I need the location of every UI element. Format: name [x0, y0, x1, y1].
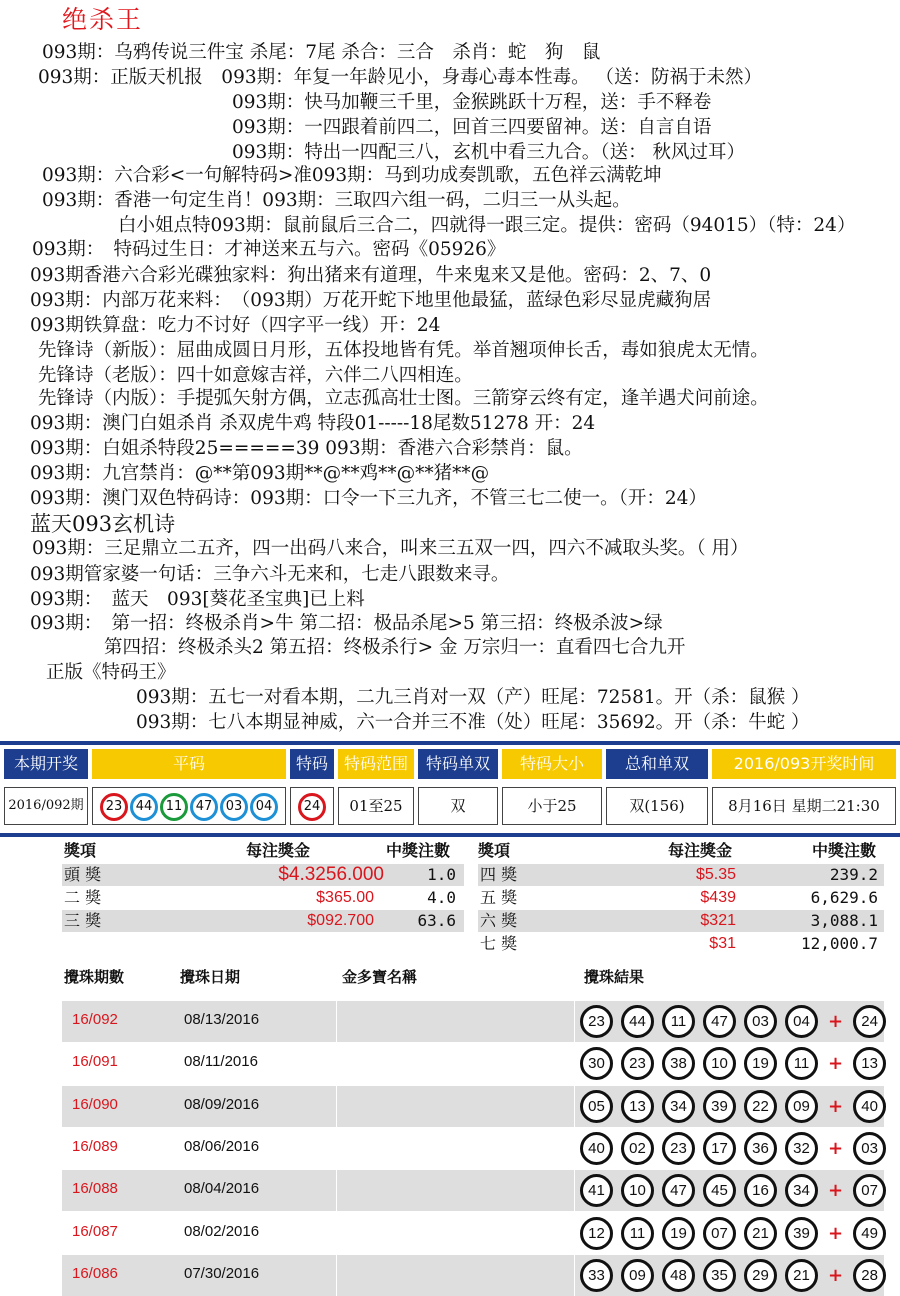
number-ball: 17 — [703, 1132, 736, 1165]
number-ball: 19 — [744, 1047, 777, 1080]
special-number-ball: 49 — [853, 1217, 886, 1250]
prize-amount: $4.3256.000 — [278, 864, 384, 885]
prize-name: 頭 獎 — [64, 865, 102, 884]
header-range: 特码范围 — [338, 749, 414, 779]
prize-amount: $321 — [700, 912, 736, 929]
column-divider — [336, 1170, 337, 1211]
prize-name: 六 獎 — [480, 911, 518, 930]
number-ball: 10 — [621, 1174, 654, 1207]
header-size: 特码大小 — [502, 749, 602, 779]
plus-sign: + — [828, 1180, 844, 1202]
number-ball: 40 — [580, 1132, 613, 1165]
prize-header-count: 中獎注數 — [812, 841, 877, 860]
column-divider — [336, 1255, 337, 1296]
prize-row — [64, 864, 464, 885]
number-ball: 02 — [621, 1132, 654, 1165]
history-balls — [580, 1259, 894, 1292]
header-current-draw: 本期开奖 — [4, 749, 88, 779]
number-ball: 38 — [662, 1047, 695, 1080]
history-header-period: 攪珠期數 — [64, 968, 125, 986]
number-ball: 23 — [621, 1047, 654, 1080]
number-ball: 12 — [580, 1217, 613, 1250]
history-header-date: 攪珠日期 — [180, 968, 241, 986]
number-ball: 45 — [703, 1174, 736, 1207]
column-divider — [336, 1001, 337, 1042]
text-line: 蓝天093玄机诗 — [30, 512, 176, 536]
history-date: 08/04/2016 — [184, 1180, 260, 1198]
sum-value: 双(156) — [606, 787, 708, 825]
regular-balls — [92, 787, 286, 825]
special-number-ball: 24 — [853, 1005, 886, 1038]
history-balls — [580, 1090, 894, 1123]
prize-row — [480, 933, 884, 954]
prize-row — [480, 910, 884, 931]
draw-result-table — [0, 741, 900, 837]
text-line: 第四招：终极杀头2 第五招：终极杀行> 金 万宗归一：直看四七合九开 — [104, 637, 686, 658]
text-line: 正版《特码王》 — [46, 662, 176, 683]
prize-name: 四 獎 — [480, 865, 518, 884]
text-line: 093期：三足鼎立二五齐，四一出码八来合，叫来三五双一四，四六不减取头奖。（ 用） — [32, 538, 749, 559]
text-line: 093期：香港一句定生肖！093期：三取四六组一码，二归三一从头起。 — [42, 190, 631, 211]
column-divider — [574, 1255, 575, 1296]
plus-sign: + — [828, 1222, 844, 1244]
column-divider — [574, 1086, 575, 1127]
prize-row — [64, 910, 464, 931]
prize-amount: $365.00 — [316, 889, 374, 906]
number-ball: 39 — [703, 1090, 736, 1123]
number-ball: 47 — [190, 793, 218, 821]
header-sum: 总和单双 — [606, 749, 708, 779]
text-line: 093期：一四跟着前四二，回首三四要留神。送：自言自语 — [232, 117, 712, 138]
history-period: 16/092 — [72, 1011, 118, 1028]
text-line: 093期铁算盘：吃力不讨好（四字平一线）开：24 — [30, 315, 441, 336]
number-ball: 44 — [621, 1005, 654, 1038]
number-ball: 19 — [662, 1217, 695, 1250]
history-row — [62, 1043, 884, 1084]
special-ball-cell — [290, 787, 334, 825]
column-divider — [574, 1213, 575, 1254]
prize-name: 三 獎 — [64, 911, 102, 930]
prize-count: 3,088.1 — [810, 911, 878, 930]
number-ball: 30 — [580, 1047, 613, 1080]
range-value: 01至25 — [338, 787, 414, 825]
history-header-result: 攪珠結果 — [584, 968, 645, 986]
text-line: 白小姐点特093期：鼠前鼠后三合二，四就得一跟三定。提供：密码（94015）（特：24） — [118, 215, 856, 236]
prize-count: 1.0 — [427, 865, 456, 884]
special-number-ball: 07 — [853, 1174, 886, 1207]
header-odd-even: 特码单双 — [418, 749, 498, 779]
number-ball: 05 — [580, 1090, 613, 1123]
history-period: 16/086 — [72, 1264, 118, 1282]
prize-header-name: 獎項 — [64, 841, 97, 860]
history-balls — [580, 1174, 894, 1207]
special-number-ball: 28 — [853, 1259, 886, 1292]
number-ball: 16 — [744, 1174, 777, 1207]
prize-header-name: 獎項 — [478, 841, 511, 860]
prize-count: 6,629.6 — [810, 888, 878, 907]
text-line: 093期：快马加鞭三千里，金猴跳跃十万程，送：手不释卷 — [232, 92, 712, 113]
header-special: 特码 — [290, 749, 334, 779]
page-title: 绝杀王 — [62, 5, 144, 34]
column-divider — [574, 1170, 575, 1211]
number-ball: 04 — [785, 1005, 818, 1038]
prize-amount: $5.35 — [695, 866, 736, 883]
prize-header-amount: 每注獎金 — [246, 841, 311, 860]
column-divider — [574, 1128, 575, 1169]
number-ball: 11 — [785, 1047, 818, 1080]
history-row — [62, 1255, 884, 1296]
text-line: 先锋诗（老版）：四十如意嫁吉祥，六伴二八四相连。 — [38, 365, 473, 386]
column-divider — [336, 1213, 337, 1254]
history-balls — [580, 1217, 894, 1250]
number-ball: 11 — [662, 1005, 695, 1038]
text-line: 先锋诗（新版）：屈曲成圆日月形，五体投地皆有凭。举首翘项伸长舌，毒如狼虎太无情。 — [38, 340, 769, 361]
text-line: 093期： 第一招：终极杀肖>牛 第二招：极品杀尾>5 第三招：终极杀波>绿 — [30, 613, 663, 634]
number-ball: 33 — [580, 1259, 613, 1292]
number-ball: 21 — [744, 1217, 777, 1250]
text-line: 093期：正版天机报 093期：年复一年龄见小，身毒心毒本性毒。 （送：防祸于未然） — [38, 67, 763, 88]
history-balls — [580, 1132, 894, 1165]
history-row — [62, 1128, 884, 1169]
special-number-ball: 40 — [853, 1090, 886, 1123]
text-line: 093期： 蓝天 093[葵花圣宝典]已上料 — [30, 589, 365, 610]
prize-row — [480, 864, 884, 885]
next-time-value: 8月16日 星期二21:30 — [712, 787, 896, 825]
prize-header-amount: 每注獎金 — [668, 841, 733, 860]
number-ball: 34 — [785, 1174, 818, 1207]
number-ball: 39 — [785, 1217, 818, 1250]
history-row — [62, 1170, 884, 1211]
prize-name: 五 獎 — [480, 888, 518, 907]
draw-period: 2016/092期 — [4, 787, 88, 825]
history-date: 08/06/2016 — [184, 1137, 260, 1155]
prize-count: 12,000.7 — [800, 934, 878, 953]
header-next-time: 2016/093开奖时间 — [712, 749, 896, 779]
number-ball: 23 — [580, 1005, 613, 1038]
column-divider — [336, 1128, 337, 1169]
number-ball: 13 — [621, 1090, 654, 1123]
header-regular: 平码 — [92, 749, 286, 779]
prize-amount: $31 — [709, 935, 736, 952]
number-ball: 21 — [785, 1259, 818, 1292]
number-ball: 22 — [744, 1090, 777, 1123]
number-ball: 41 — [580, 1174, 613, 1207]
history-row — [62, 1086, 884, 1127]
prize-count: 239.2 — [829, 865, 878, 884]
text-line: 093期香港六合彩光碟独家料：狗出猪来有道理，牛来鬼来又是他。密码：2、7、0 — [30, 265, 712, 286]
number-ball: 32 — [785, 1132, 818, 1165]
number-ball: 04 — [250, 793, 278, 821]
text-line: 先锋诗（内版）：手提弧矢射方偶，立志孤高壮士图。三箭穿云终有定，逢羊遇犬问前途。 — [38, 388, 769, 409]
number-ball: 23 — [662, 1132, 695, 1165]
text-line: 093期：九宫禁肖：@**第093期**@**鸡**@**猪**@ — [30, 463, 490, 484]
text-line: 093期管家婆一句话：三争六斗无来和，七走八跟数来寻。 — [30, 564, 510, 585]
plus-sign: + — [828, 1095, 844, 1117]
history-balls — [580, 1047, 894, 1080]
history-balls — [580, 1005, 894, 1038]
column-divider — [574, 1001, 575, 1042]
history-period: 16/089 — [72, 1137, 118, 1155]
text-line: 093期：七八本期显神威，六一合并三不准（处）旺尾：35692。开（杀：牛蛇 ） — [136, 712, 810, 733]
special-number-ball: 24 — [298, 793, 326, 821]
history-period: 16/090 — [72, 1095, 118, 1113]
number-ball: 03 — [744, 1005, 777, 1038]
number-ball: 35 — [703, 1259, 736, 1292]
number-ball: 03 — [220, 793, 248, 821]
number-ball: 29 — [744, 1259, 777, 1292]
prize-name: 二 獎 — [64, 888, 102, 907]
history-date: 08/11/2016 — [184, 1053, 258, 1071]
number-ball: 48 — [662, 1259, 695, 1292]
history-date: 07/30/2016 — [184, 1264, 260, 1282]
prize-count: 4.0 — [427, 888, 456, 907]
size-value: 小于25 — [502, 787, 602, 825]
prize-name: 七 獎 — [480, 934, 518, 953]
prize-amount: $092.700 — [307, 912, 374, 929]
column-divider — [574, 1043, 575, 1084]
number-ball: 47 — [703, 1005, 736, 1038]
history-row — [62, 1001, 884, 1042]
special-number-ball: 03 — [853, 1132, 886, 1165]
prize-header-count: 中獎注數 — [386, 841, 451, 860]
number-ball: 11 — [160, 793, 188, 821]
number-ball: 11 — [621, 1217, 654, 1250]
number-ball: 36 — [744, 1132, 777, 1165]
text-line: 093期：澳门双色特码诗：093期：口令一下三九齐，不管三七二使一。（开：24） — [30, 488, 707, 509]
number-ball: 34 — [662, 1090, 695, 1123]
plus-sign: + — [828, 1264, 844, 1286]
prize-row — [64, 887, 464, 908]
odd-even-value: 双 — [418, 787, 498, 825]
prize-amount: $439 — [700, 889, 736, 906]
number-ball: 44 — [130, 793, 158, 821]
plus-sign: + — [828, 1053, 844, 1075]
history-date: 08/13/2016 — [184, 1011, 260, 1028]
column-divider — [336, 1043, 337, 1084]
text-line: 093期：特出一四配三八，玄机中看三九合。（送： 秋风过耳） — [232, 142, 745, 163]
text-line: 093期：乌鸦传说三件宝 杀尾：7尾 杀合：三合 杀肖：蛇 狗 鼠 — [42, 42, 601, 63]
history-period: 16/087 — [72, 1222, 118, 1240]
text-line: 093期：五七一对看本期，二九三肖对一双（产）旺尾：72581。开（杀：鼠猴 ） — [136, 687, 810, 708]
plus-sign: + — [828, 1011, 844, 1032]
text-line: 093期：澳门白姐杀肖 杀双虎牛鸡 特段01-----18尾数51278 开：24 — [30, 413, 596, 434]
number-ball: 07 — [703, 1217, 736, 1250]
history-row — [62, 1213, 884, 1254]
number-ball: 47 — [662, 1174, 695, 1207]
column-divider — [336, 1086, 337, 1127]
history-period: 16/091 — [72, 1053, 118, 1071]
history-date: 08/02/2016 — [184, 1222, 260, 1240]
text-line: 093期：内部万花来料： （093期）万花开蛇下地里他最猛，蓝绿色彩尽显虎藏狗居 — [30, 290, 712, 311]
prize-count: 63.6 — [417, 911, 456, 930]
text-line: 093期：白姐杀特段25=====39 093期：香港六合彩禁肖：鼠。 — [30, 438, 583, 459]
text-line: 093期：六合彩<一句解特码>准093期：马到功成奏凯歌，五色祥云满乾坤 — [42, 165, 662, 186]
text-line: 093期： 特码过生日：才神送来五与六。密码《05926》 — [32, 239, 506, 260]
history-header-name: 金多寶名稱 — [342, 968, 418, 986]
special-number-ball: 13 — [853, 1047, 886, 1080]
history-period: 16/088 — [72, 1180, 118, 1198]
prize-row — [480, 887, 884, 908]
number-ball: 09 — [785, 1090, 818, 1123]
plus-sign: + — [828, 1137, 844, 1159]
history-date: 08/09/2016 — [184, 1095, 260, 1113]
number-ball: 23 — [100, 793, 128, 821]
number-ball: 09 — [621, 1259, 654, 1292]
number-ball: 10 — [703, 1047, 736, 1080]
